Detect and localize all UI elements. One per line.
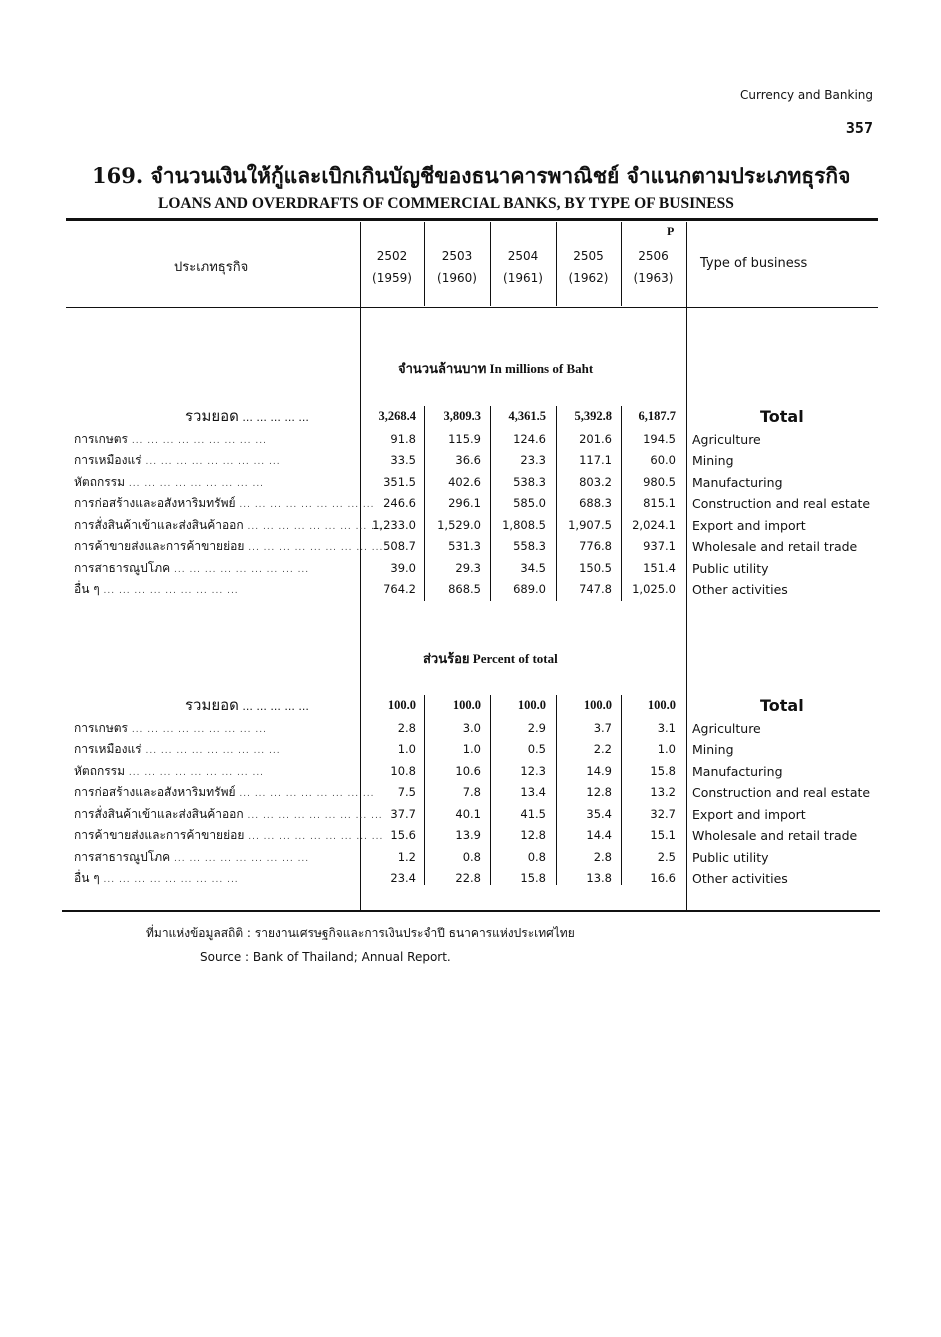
year-header <box>621 245 686 289</box>
value-cell: 868.5 <box>448 582 481 596</box>
value-cell: 558.3 <box>513 539 546 553</box>
row-label-english: Public utility <box>692 560 769 576</box>
value-cell: 7.8 <box>462 785 481 799</box>
value-cell: 32.7 <box>650 806 676 821</box>
value-cell: 2.8 <box>593 849 612 864</box>
table-row <box>0 718 941 740</box>
value-cell: 6,187.7 <box>638 409 676 423</box>
year-buddhist: 2505 <box>573 249 604 263</box>
table-row <box>0 493 941 515</box>
row-label-thai <box>74 804 383 828</box>
year-buddhist: 2502 <box>376 249 408 263</box>
value-cell: 194.5 <box>643 431 676 446</box>
leader-dots: ... ... ... ... ... ... ... ... ... <box>127 724 267 735</box>
row-label-thai <box>74 761 352 785</box>
value-cell: 201.6 <box>579 431 612 446</box>
leader-dots: ... ... ... ... ... ... ... ... ... <box>125 767 265 778</box>
value-cell: 15.8 <box>520 871 546 885</box>
value-cell: 531.3 <box>448 539 481 553</box>
row-label-english: Wholesale and retail trade <box>692 828 858 843</box>
table-row <box>0 450 941 472</box>
value-cell: 124.6 <box>513 431 546 446</box>
value-cell: 15.1 <box>650 828 676 842</box>
table-row <box>0 739 941 761</box>
table-row <box>0 579 941 601</box>
table-row <box>0 782 941 804</box>
header-bottom-rule <box>66 307 878 308</box>
leader-dots: ... ... ... ... ... ... ... ... ... <box>125 478 265 489</box>
value-cell: 1,808.5 <box>502 517 546 532</box>
value-cell: 14.4 <box>586 828 612 842</box>
section-label-millions: จำนวนล้านบาท In millions of Baht <box>398 361 594 376</box>
row-label-english: Public utility <box>692 849 769 865</box>
year-gregorian: (1963) <box>633 271 674 285</box>
row-label-thai-text: การเหมืองแร่ <box>74 453 142 467</box>
leader-dots: ... ... ... ... ... ... ... ... ... <box>244 832 384 842</box>
row-label-english: Other activities <box>692 871 788 886</box>
value-cell: 100.0 <box>583 698 612 712</box>
table-row <box>0 804 941 826</box>
value-cell: 15.8 <box>650 763 676 778</box>
row-label-thai-text: การสาธารณูปโภค <box>74 849 171 864</box>
value-cell: 12.3 <box>520 763 546 778</box>
row-label-thai <box>74 472 352 496</box>
table-row <box>0 761 941 783</box>
value-cell: 12.8 <box>586 785 612 799</box>
row-label-thai-text: รวมยอด <box>185 407 239 425</box>
value-cell: 1.0 <box>397 742 416 756</box>
leader-dots: ... ... ... ... ... ... ... ... ... <box>127 435 267 446</box>
row-label-thai-text: การเกษตร <box>74 720 128 735</box>
leader-dots: ... ... ... ... ... ... ... ... ... <box>244 543 384 553</box>
row-label-thai <box>74 493 375 517</box>
leader-dots: ... ... ... ... ... ... ... ... ... <box>99 875 239 885</box>
value-cell: 776.8 <box>579 539 612 553</box>
row-label-thai-text: หัตถกรรม <box>74 474 126 489</box>
row-label-thai-text: การสาธารณูปโภค <box>74 560 171 575</box>
value-cell: 3.1 <box>657 720 676 735</box>
value-cell: 3,268.4 <box>378 409 416 423</box>
row-label-thai <box>74 868 352 892</box>
bottom-rule <box>62 910 880 912</box>
value-cell: 7.5 <box>397 785 416 799</box>
table-row <box>0 472 941 494</box>
value-cell: 150.5 <box>579 560 612 575</box>
column-header-english: Type of business <box>700 256 808 271</box>
row-label-english: Mining <box>692 453 734 468</box>
value-cell: 1,529.0 <box>437 517 481 532</box>
row-label-thai <box>74 847 352 871</box>
year-header <box>556 245 621 289</box>
year-header <box>490 245 556 289</box>
section-label-percent: ส่วนร้อย Percent of total <box>423 651 558 666</box>
year-gregorian: (1961) <box>503 271 543 285</box>
row-label-thai <box>74 718 352 742</box>
leader-dots: ... ... ... ... ... <box>238 700 309 713</box>
leader-dots: ... ... ... ... ... ... ... ... ... <box>141 457 281 467</box>
row-label-english: Other activities <box>692 582 788 597</box>
value-cell: 688.3 <box>579 496 612 510</box>
total-row <box>0 406 941 428</box>
year-gregorian: (1959) <box>372 271 412 285</box>
value-cell: 37.7 <box>390 806 416 821</box>
row-label-thai-text: การเหมืองแร่ <box>74 742 142 756</box>
value-cell: 13.9 <box>455 828 481 842</box>
value-cell: 3,809.3 <box>443 409 481 423</box>
year-gregorian: (1960) <box>437 271 477 285</box>
row-label-english: Manufacturing <box>692 474 783 490</box>
table-row <box>0 515 941 537</box>
row-label-thai-text: การสั่งสินค้าเข้าและส่งสินค้าออก <box>74 517 244 532</box>
row-label-english: Mining <box>692 742 734 757</box>
table-title-thai: 169. จำนวนเงินให้กู้และเบิกเกินบัญชีของธนาคารพาณิชย์ จำแนกตามประเภทธุรกิจ <box>92 163 851 188</box>
value-cell: 117.1 <box>579 453 612 467</box>
value-cell: 2.9 <box>527 720 546 735</box>
value-cell: 15.6 <box>390 828 416 842</box>
value-cell: 747.8 <box>579 582 612 596</box>
value-cell: 35.4 <box>586 806 612 821</box>
value-cell: 115.9 <box>448 431 481 446</box>
column-header-thai: ประเภทธุรกิจ <box>174 260 249 275</box>
table-title-english: LOANS AND OVERDRAFTS OF COMMERCIAL BANKS, BY TYPE OF BUSINESS <box>158 195 734 212</box>
page-number: 357 <box>845 119 873 137</box>
row-label-thai <box>74 515 383 539</box>
row-label-english: Agriculture <box>692 720 761 736</box>
row-label-english: Export and import <box>692 517 806 533</box>
row-label-english: Total <box>760 407 804 426</box>
row-label-thai <box>74 825 384 849</box>
value-cell: 508.7 <box>383 539 416 553</box>
leader-dots: ... ... ... ... ... ... ... ... ... <box>170 853 310 864</box>
value-cell: 151.4 <box>643 560 676 575</box>
value-cell: 12.8 <box>520 828 546 842</box>
value-cell: 585.0 <box>513 496 546 510</box>
value-cell: 2.8 <box>397 720 416 735</box>
value-cell: 980.5 <box>643 474 676 489</box>
leader-dots: ... ... ... ... ... ... ... ... ... <box>243 521 383 532</box>
row-label-thai-text: การสั่งสินค้าเข้าและส่งสินค้าออก <box>74 806 244 821</box>
row-label-thai-text: อื่น ๆ <box>74 582 100 596</box>
value-cell: 29.3 <box>455 560 481 575</box>
table-row <box>0 868 941 890</box>
value-cell: 689.0 <box>513 582 546 596</box>
preliminary-mark: P <box>667 224 675 238</box>
row-label-thai <box>74 558 352 582</box>
value-cell: 39.0 <box>390 560 416 575</box>
row-label-thai-text: การเกษตร <box>74 431 128 446</box>
value-cell: 296.1 <box>448 496 481 510</box>
value-cell: 4,361.5 <box>508 409 546 423</box>
row-label-thai-text: การก่อสร้างและอสังหาริมทรัพย์ <box>74 496 236 510</box>
row-label-thai <box>185 406 309 429</box>
value-cell: 1.2 <box>397 849 416 864</box>
row-label-thai <box>74 579 352 603</box>
value-cell: 100.0 <box>517 698 546 712</box>
section-title: Currency and Banking <box>740 88 873 102</box>
value-cell: 246.6 <box>383 496 416 510</box>
row-label-english: Total <box>760 696 804 715</box>
value-cell: 40.1 <box>455 806 481 821</box>
value-cell: 5,392.8 <box>574 409 612 423</box>
value-cell: 764.2 <box>383 582 416 596</box>
total-row <box>0 695 941 717</box>
value-cell: 351.5 <box>383 474 416 489</box>
value-cell: 100.0 <box>387 698 416 712</box>
value-cell: 2.2 <box>593 742 612 756</box>
value-cell: 16.6 <box>650 871 676 885</box>
leader-dots: ... ... ... ... ... ... ... ... ... <box>235 789 375 799</box>
row-label-thai <box>74 536 384 560</box>
year-header <box>424 245 490 289</box>
value-cell: 34.5 <box>520 560 546 575</box>
value-cell: 13.8 <box>586 871 612 885</box>
source-note-english: Source : Bank of Thailand; Annual Report. <box>200 950 451 964</box>
year-gregorian: (1962) <box>568 271 609 285</box>
value-cell: 2,024.1 <box>632 517 676 532</box>
year-buddhist: 2506 <box>638 249 669 263</box>
table-row <box>0 429 941 451</box>
leader-dots: ... ... ... ... ... ... ... ... ... <box>235 500 375 510</box>
value-cell: 91.8 <box>390 431 416 446</box>
source-note-thai: ที่มาแห่งข้อมูลสถิติ : รายงานเศรษฐกิจและการเงินประจำปี ธนาคารแห่งประเทศไทย <box>146 926 575 940</box>
leader-dots: ... ... ... ... ... ... ... ... ... <box>170 564 310 575</box>
value-cell: 803.2 <box>579 474 612 489</box>
value-cell: 0.8 <box>527 849 546 864</box>
row-label-english: Agriculture <box>692 431 761 447</box>
value-cell: 1.0 <box>462 742 481 756</box>
value-cell: 0.5 <box>527 742 546 756</box>
leader-dots: ... ... ... ... ... ... ... ... ... <box>243 810 383 821</box>
value-cell: 2.5 <box>657 849 676 864</box>
row-label-english: Construction and real estate <box>692 496 871 511</box>
value-cell: 14.9 <box>586 763 612 778</box>
value-cell: 33.5 <box>390 453 416 467</box>
row-label-thai <box>74 429 352 453</box>
leader-dots: ... ... ... ... ... ... ... ... ... <box>99 586 239 596</box>
row-label-thai <box>185 695 309 718</box>
row-label-thai-text: การก่อสร้างและอสังหาริมทรัพย์ <box>74 785 236 799</box>
leader-dots: ... ... ... ... ... <box>238 411 309 424</box>
value-cell: 13.4 <box>520 785 546 799</box>
value-cell: 1,907.5 <box>568 517 612 532</box>
table-row <box>0 825 941 847</box>
value-cell: 538.3 <box>513 474 546 489</box>
value-cell: 100.0 <box>647 698 676 712</box>
value-cell: 0.8 <box>462 849 481 864</box>
row-label-thai-text: หัตถกรรม <box>74 763 126 778</box>
value-cell: 402.6 <box>448 474 481 489</box>
row-label-thai <box>74 739 352 763</box>
row-label-english: Export and import <box>692 806 806 822</box>
value-cell: 10.8 <box>390 763 416 778</box>
value-cell: 13.2 <box>650 785 676 799</box>
value-cell: 937.1 <box>643 539 676 553</box>
row-label-thai-text: อื่น ๆ <box>74 871 100 885</box>
table-row <box>0 847 941 869</box>
row-label-english: Construction and real estate <box>692 785 871 800</box>
row-label-thai-text: การค้าขายส่งและการค้าขายย่อย <box>74 539 245 553</box>
value-cell: 815.1 <box>643 496 676 510</box>
year-header <box>360 245 424 289</box>
row-label-thai-text: การค้าขายส่งและการค้าขายย่อย <box>74 828 245 842</box>
top-rule <box>66 218 878 221</box>
table-row <box>0 536 941 558</box>
table-row <box>0 558 941 580</box>
row-label-thai <box>74 450 352 474</box>
value-cell: 1,025.0 <box>632 582 676 596</box>
value-cell: 23.4 <box>390 871 416 885</box>
value-cell: 3.0 <box>462 720 481 735</box>
row-label-english: Manufacturing <box>692 763 783 779</box>
year-buddhist: 2504 <box>507 249 539 263</box>
leader-dots: ... ... ... ... ... ... ... ... ... <box>141 746 281 756</box>
value-cell: 22.8 <box>455 871 481 885</box>
value-cell: 41.5 <box>520 806 546 821</box>
value-cell: 1,233.0 <box>372 517 416 532</box>
value-cell: 23.3 <box>520 453 546 467</box>
value-cell: 60.0 <box>650 453 676 467</box>
row-label-english: Wholesale and retail trade <box>692 539 858 554</box>
row-label-thai-text: รวมยอด <box>185 696 239 714</box>
value-cell: 10.6 <box>455 763 481 778</box>
value-cell: 1.0 <box>657 742 676 756</box>
row-label-thai <box>74 782 375 806</box>
year-buddhist: 2503 <box>441 249 473 263</box>
value-cell: 3.7 <box>593 720 612 735</box>
value-cell: 36.6 <box>455 453 481 467</box>
value-cell: 100.0 <box>452 698 481 712</box>
